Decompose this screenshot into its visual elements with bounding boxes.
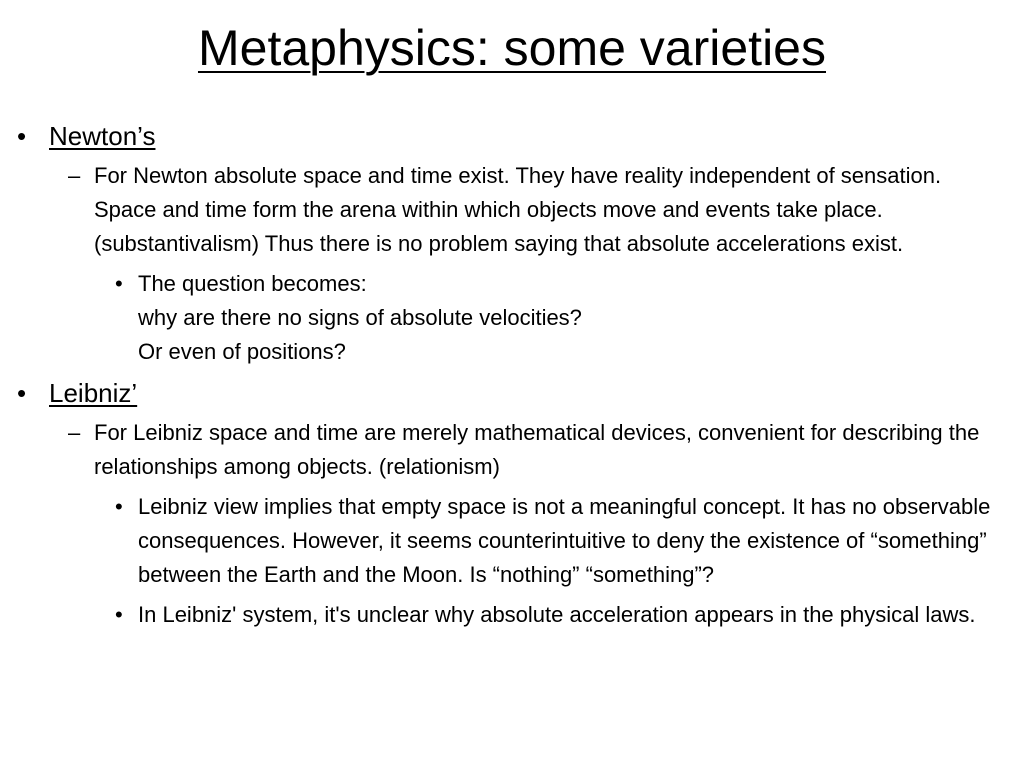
question-line: why are there no signs of absolute velocities?: [138, 305, 582, 330]
newton-question: [0, 267, 1024, 369]
slide-content: [0, 118, 1024, 638]
bullet-leibniz: [0, 375, 1024, 411]
slide-title: Metaphysics: some varieties: [197, 20, 826, 76]
bullet-newton: [0, 118, 1024, 154]
leibniz-point-acceleration: [0, 598, 1024, 632]
newton-subpoint: [0, 159, 1024, 261]
dash-icon: –: [68, 420, 81, 445]
newton-subpoint-text: For Newton absolute space and time exist. They have reality independent of sensation. Space and time form the arena within which objects move and events take place. (substantivalism) Thus there is no problem saying that absolute accelerations exist.: [94, 163, 942, 256]
bullet-dot-icon: •: [17, 121, 27, 151]
bullet-dot-icon: •: [17, 378, 27, 408]
question-line: The question becomes:: [138, 271, 367, 296]
newton-heading: Newton’s: [49, 121, 156, 151]
bullet-dot-icon: •: [115, 271, 123, 296]
bullet-dot-icon: •: [115, 602, 123, 627]
bullet-dot-icon: •: [115, 494, 123, 519]
question-line: Or even of positions?: [138, 339, 346, 364]
leibniz-subpoint-text: For Leibniz space and time are merely mathematical devices, convenient for describing the relationships among objects. (relationism): [94, 420, 980, 479]
dash-icon: –: [68, 163, 81, 188]
leibniz-point-text: Leibniz view implies that empty space is not a meaningful concept. It has no observable consequences. However, it seems counterintuitive to deny the existence of “something” between the Earth and the Moon. Is “nothing” “something”?: [138, 494, 991, 587]
leibniz-point-text: In Leibniz' system, it's unclear why absolute acceleration appears in the physical laws.: [138, 602, 976, 627]
leibniz-point-empty-space: [0, 490, 1024, 592]
leibniz-heading: Leibniz’: [49, 378, 138, 408]
leibniz-subpoint: [0, 416, 1024, 484]
